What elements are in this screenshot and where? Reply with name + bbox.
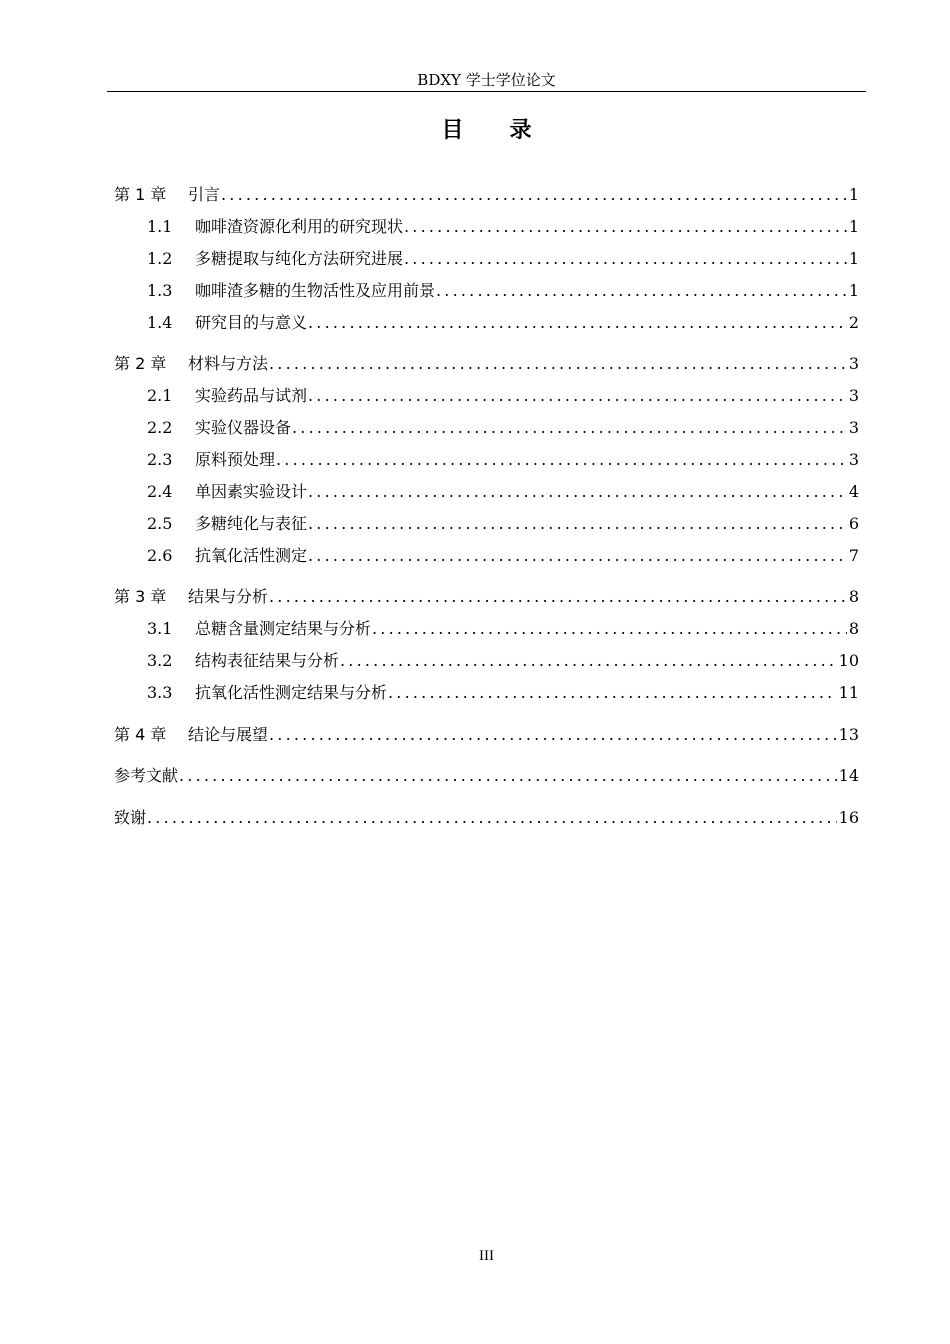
toc-entry-2-6[interactable] — [147, 545, 859, 567]
toc-entry-page: 1 — [848, 217, 859, 236]
toc-entry-label: 咖啡渣多糖的生物活性及应用前景 — [195, 281, 436, 300]
toc-entry-number: 第 4 章 — [114, 725, 167, 744]
toc-entry-page: 10 — [838, 651, 859, 670]
toc-leader-dots — [372, 618, 847, 640]
toc-leader-dots — [221, 184, 847, 206]
toc-leader-dots — [276, 449, 847, 471]
toc-entry-page: 1 — [848, 249, 859, 268]
page-number: III — [479, 1248, 494, 1264]
toc-leader-dots — [436, 280, 847, 302]
toc-entry-number: 3.2 — [147, 651, 173, 670]
toc-entry-page: 1 — [848, 185, 859, 204]
toc-leader-dots — [308, 385, 847, 407]
toc-entry-label: 多糖纯化与表征 — [195, 514, 308, 533]
toc-leader-dots — [340, 650, 837, 672]
toc-leader-dots — [269, 353, 847, 375]
toc-entry-label: 实验仪器设备 — [195, 418, 292, 437]
toc-entry-3-2[interactable] — [147, 650, 859, 672]
toc-entry-1-3[interactable] — [147, 280, 859, 302]
toc-entry-page: 2 — [848, 313, 859, 332]
toc-entry-3-3[interactable] — [147, 682, 859, 704]
toc-entry-label: 结构表征结果与分析 — [195, 651, 340, 670]
toc-entry-page: 14 — [838, 766, 859, 785]
toc-entry-page: 4 — [848, 482, 859, 501]
toc-entry-2-4[interactable] — [147, 481, 859, 503]
toc-entry-label: 结果与分析 — [188, 587, 269, 606]
toc-entry-label: 结论与展望 — [188, 725, 269, 744]
toc-entry-label: 材料与方法 — [188, 354, 269, 373]
toc-entry-number: 2.2 — [147, 418, 173, 437]
toc-entry-page: 16 — [838, 808, 859, 827]
toc-entry-page: 13 — [838, 725, 859, 744]
toc-entry-number: 2.6 — [147, 546, 173, 565]
toc-entry-label: 原料预处理 — [195, 450, 276, 469]
toc-entry-number: 1.2 — [147, 249, 173, 268]
toc-entry-ch2[interactable] — [114, 353, 859, 375]
toc-leader-dots — [147, 807, 837, 829]
toc-leader-dots — [269, 586, 847, 608]
toc-entry-page: 6 — [848, 514, 859, 533]
toc-entry-label: 参考文献 — [114, 766, 179, 785]
toc-entry-number: 3.3 — [147, 683, 173, 702]
toc-entry-1-1[interactable] — [147, 216, 859, 238]
toc-entry-2-2[interactable] — [147, 417, 859, 439]
toc-entry-1-2[interactable] — [147, 248, 859, 270]
toc-entry-1-4[interactable] — [147, 312, 859, 334]
running-header: BDXY 学士学位论文 — [417, 71, 556, 89]
toc-leader-dots — [308, 312, 847, 334]
toc-leader-dots — [269, 724, 837, 746]
toc-entry-ch1[interactable] — [114, 184, 859, 206]
toc-entry-label: 致谢 — [114, 808, 147, 827]
toc-entry-page: 8 — [848, 619, 859, 638]
toc-entry-label: 多糖提取与纯化方法研究进展 — [195, 249, 404, 268]
toc-entry-number: 1.1 — [147, 217, 173, 236]
toc-entry-label: 抗氧化活性测定 — [195, 546, 308, 565]
toc-leader-dots — [404, 216, 847, 238]
toc-entry-page: 1 — [848, 281, 859, 300]
toc-entry-number: 2.5 — [147, 514, 173, 533]
toc-entry-label: 实验药品与试剂 — [195, 386, 308, 405]
toc-leader-dots — [308, 545, 847, 567]
toc-leader-dots — [388, 682, 837, 704]
toc-entry-acknowledgements[interactable] — [114, 807, 859, 829]
toc-entry-number: 2.3 — [147, 450, 173, 469]
toc-entry-number: 第 3 章 — [114, 587, 167, 606]
toc-entry-page: 3 — [848, 354, 859, 373]
toc-leader-dots — [308, 513, 847, 535]
toc-entry-label: 研究目的与意义 — [195, 313, 308, 332]
toc-entry-number: 第 2 章 — [114, 354, 167, 373]
toc-title-part1: 目 — [441, 118, 464, 143]
toc-entry-page: 8 — [848, 587, 859, 606]
toc-entry-ch4[interactable] — [114, 724, 859, 746]
toc-entry-3-1[interactable] — [147, 618, 859, 640]
toc-entry-number: 1.3 — [147, 281, 173, 300]
toc-leader-dots — [404, 248, 847, 270]
toc-entry-2-3[interactable] — [147, 449, 859, 471]
toc-entry-number: 第 1 章 — [114, 185, 167, 204]
toc-leader-dots — [179, 765, 837, 787]
toc-entry-label: 总糖含量测定结果与分析 — [195, 619, 372, 638]
toc-entry-number: 3.1 — [147, 619, 173, 638]
toc-entry-page: 3 — [848, 418, 859, 437]
toc-entry-page: 3 — [848, 450, 859, 469]
toc-entry-page: 7 — [848, 546, 859, 565]
toc-leader-dots — [292, 417, 847, 439]
toc-entry-number: 2.4 — [147, 482, 173, 501]
toc-entry-ch3[interactable] — [114, 586, 859, 608]
toc-entry-label: 咖啡渣资源化利用的研究现状 — [195, 217, 404, 236]
toc-entry-2-1[interactable] — [147, 385, 859, 407]
toc-entry-number: 2.1 — [147, 386, 173, 405]
toc-entry-label: 引言 — [188, 185, 221, 204]
toc-entry-page: 3 — [848, 386, 859, 405]
toc-entry-number: 1.4 — [147, 313, 173, 332]
toc-entry-page: 11 — [838, 683, 859, 702]
toc-entry-label: 单因素实验设计 — [195, 482, 308, 501]
toc-entry-label: 抗氧化活性测定结果与分析 — [195, 683, 388, 702]
toc-entry-2-5[interactable] — [147, 513, 859, 535]
toc-leader-dots — [308, 481, 847, 503]
toc-title-part2: 录 — [509, 118, 532, 143]
toc-entry-references[interactable] — [114, 765, 859, 787]
